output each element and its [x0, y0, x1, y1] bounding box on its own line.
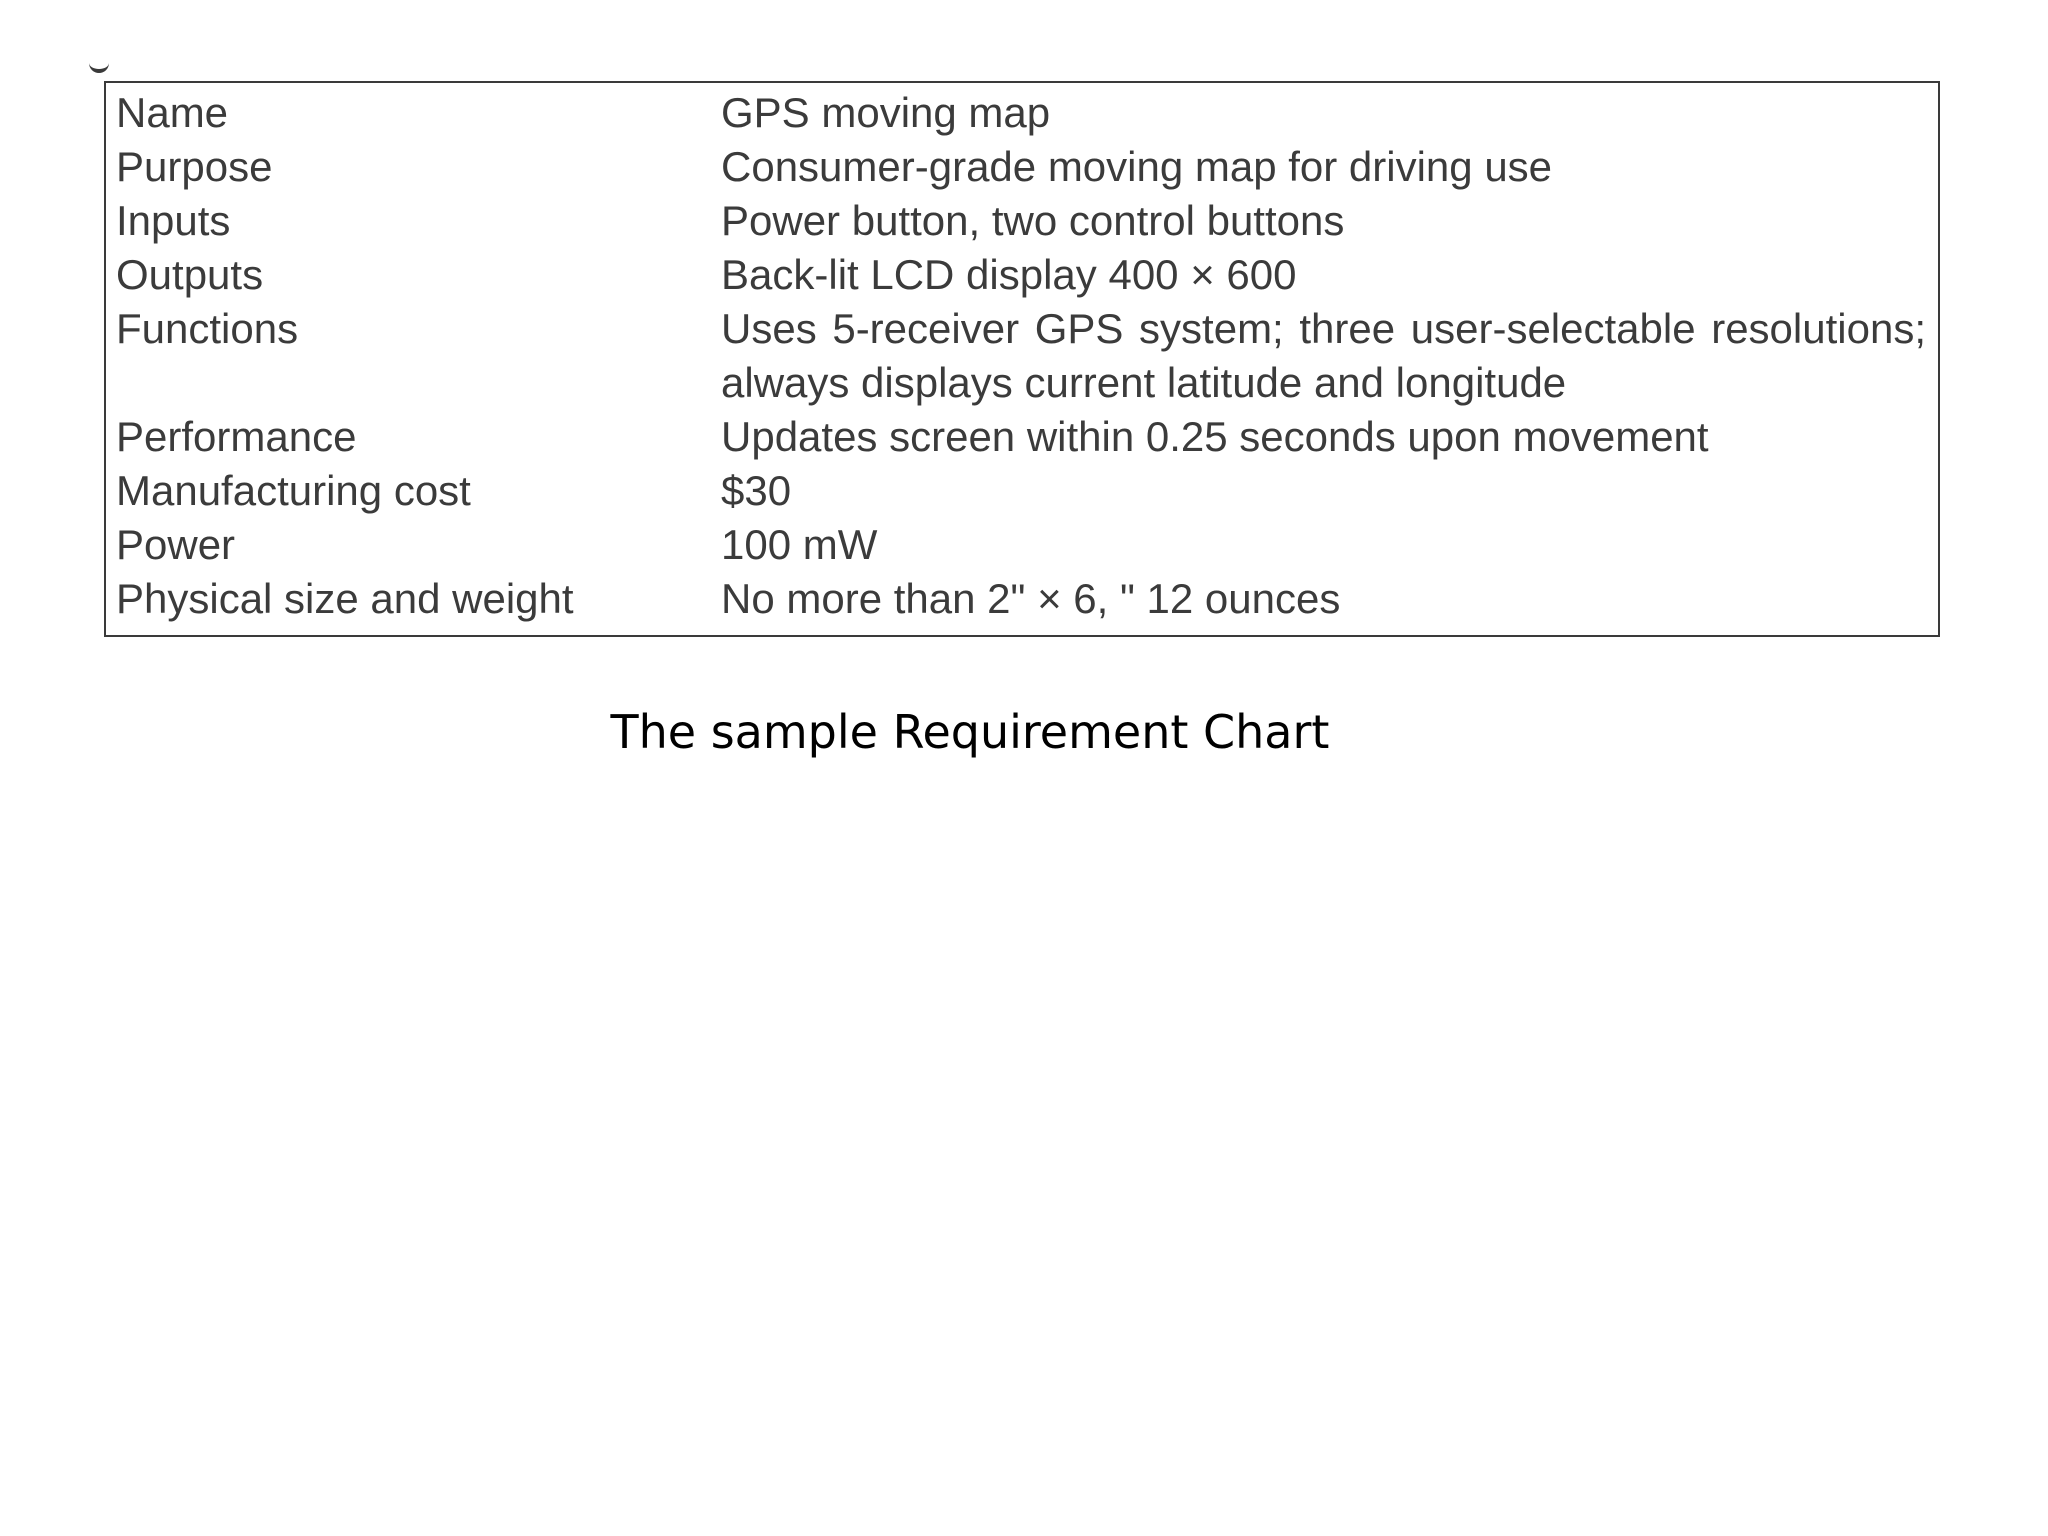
- row-label: Purpose: [116, 143, 273, 190]
- requirements-table: [104, 81, 1940, 637]
- row-value: No more than 2" × 6, " 12 ounces: [721, 575, 1341, 622]
- row-label: Name: [116, 89, 229, 136]
- row-value: 100 mW: [721, 521, 878, 568]
- row-label: Physical size and weight: [116, 575, 574, 622]
- row-label: Manufacturing cost: [116, 467, 471, 514]
- row-value: Updates screen within 0.25 seconds upon movement: [721, 413, 1709, 460]
- row-value: GPS moving map: [721, 89, 1051, 136]
- row-value: Back-lit LCD display 400 × 600: [721, 251, 1297, 298]
- row-value: Consumer-grade moving map for driving use: [721, 143, 1553, 190]
- row-label: Inputs: [116, 197, 231, 244]
- row-value: Power button, two control buttons: [721, 197, 1345, 244]
- row-value: $30: [721, 467, 792, 514]
- row-label: Functions: [116, 305, 299, 352]
- figure-caption: The sample Requirement Chart: [610, 705, 1330, 759]
- row-label: Outputs: [116, 251, 264, 298]
- row-label: Power: [116, 521, 236, 568]
- stray-mark: [89, 63, 109, 73]
- row-value: Uses 5-receiver GPS system; three user-selectable resolutions; always displays current latitude and longitude: [721, 305, 1926, 406]
- row-label: Performance: [116, 413, 357, 460]
